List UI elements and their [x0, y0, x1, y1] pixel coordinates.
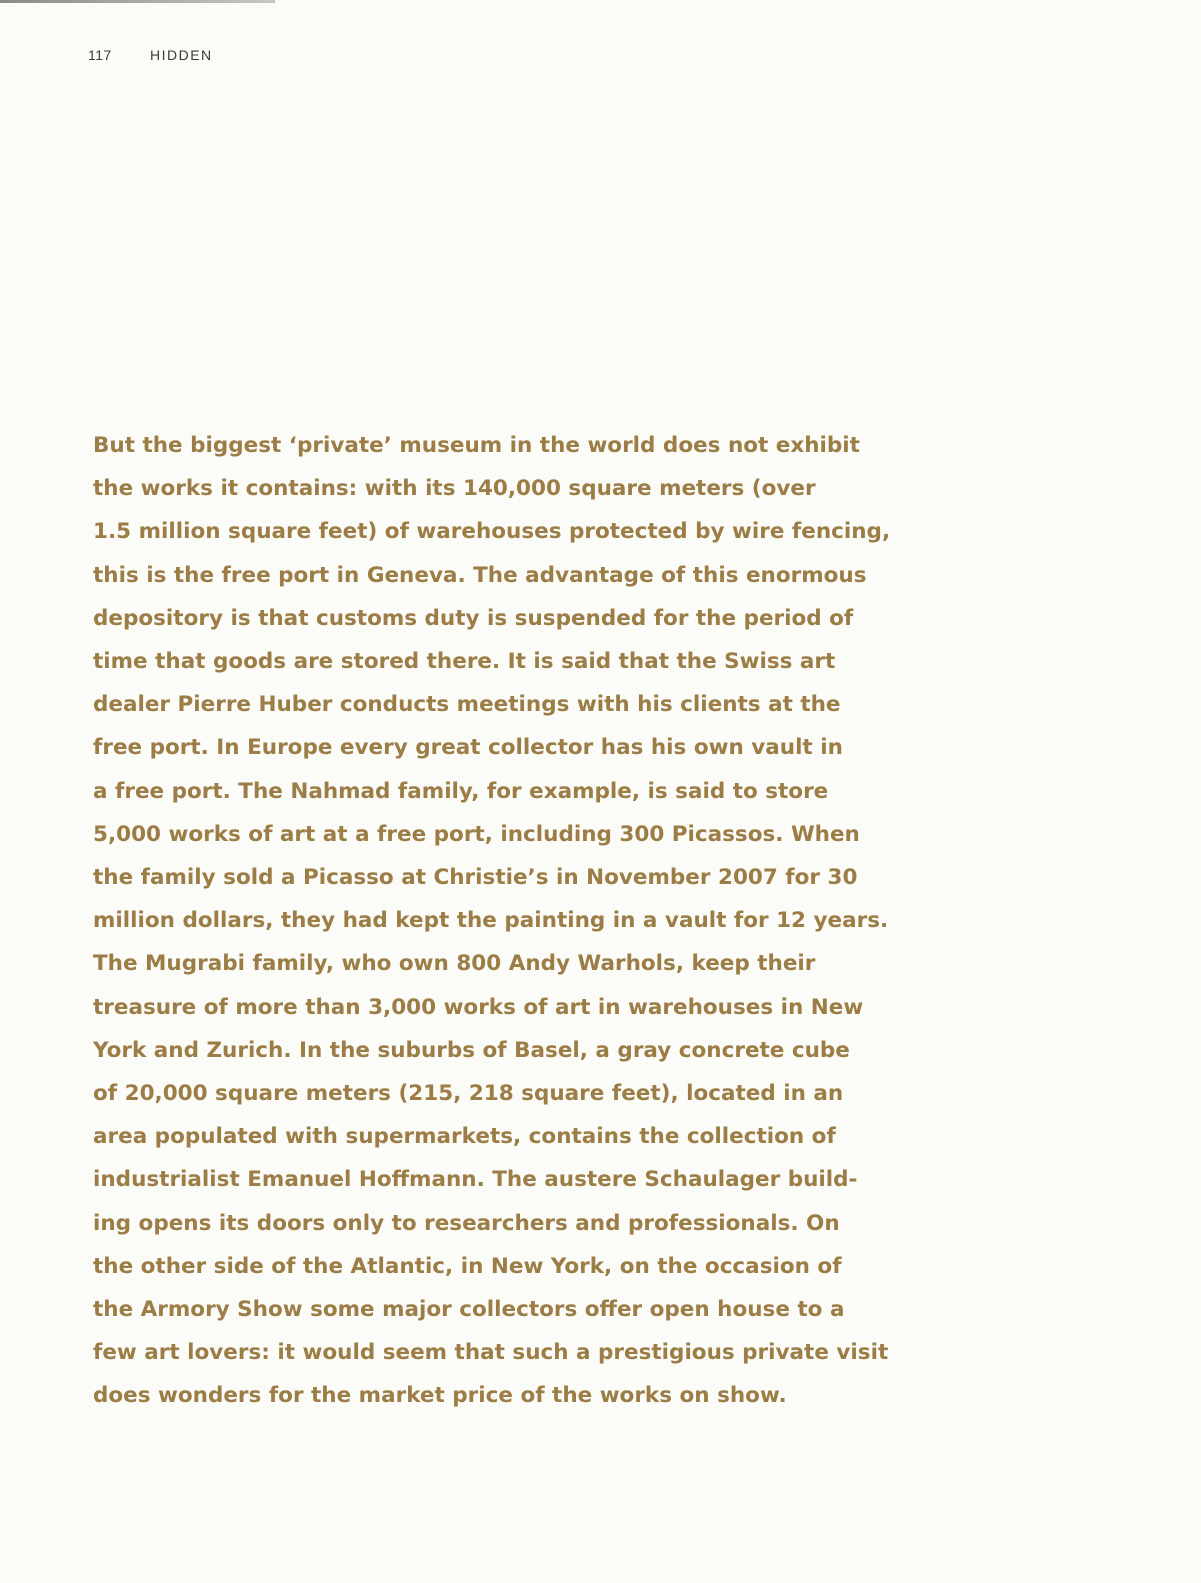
text-line: depository is that customs duty is suspended for the period of: [93, 605, 854, 631]
text-line: million dollars, they had kept the painting in a vault for 12 years.: [93, 908, 889, 934]
text-line: the Armory Show some major collectors offer open house to a: [93, 1297, 845, 1323]
text-line: The Mugrabi family, who own 800 Andy Warhols, keep their: [93, 951, 816, 977]
text-line: treasure of more than 3,000 works of art in warehouses in New: [93, 994, 864, 1020]
text-line: York and Zurich. In the suburbs of Basel, a gray concrete cube: [93, 1037, 850, 1063]
text-line: the family sold a Picasso at Christie’s in November 2007 for 30: [93, 865, 858, 891]
body-paragraph: [93, 424, 891, 1418]
text-line: this is the free port in Geneva. The advantage of this enormous: [93, 562, 867, 588]
text-line: does wonders for the market price of the works on show.: [93, 1383, 787, 1409]
running-head: [88, 47, 213, 63]
text-line: few art lovers: it would seem that such a prestigious private visit: [93, 1340, 889, 1366]
text-line: time that goods are stored there. It is said that the Swiss art: [93, 649, 836, 675]
text-line: 5,000 works of art at a free port, including 300 Picassos. When: [93, 821, 860, 847]
text-line: industrialist Emanuel Hoffmann. The austere Schaulager build-: [93, 1167, 858, 1193]
text-line: the works it contains: with its 140,000 square meters (over: [93, 476, 816, 502]
text-line: a free port. The Nahmad family, for example, is said to store: [93, 778, 829, 804]
section-title: HIDDEN: [150, 47, 213, 63]
text-line: free port. In Europe every great collector has his own vault in: [93, 735, 843, 761]
text-line: dealer Pierre Huber conducts meetings with his clients at the: [93, 692, 841, 718]
text-line: 1.5 million square feet) of warehouses protected by wire fencing,: [93, 519, 891, 545]
text-line: the other side of the Atlantic, in New York, on the occasion of: [93, 1253, 842, 1279]
text-line: But the biggest ‘private’ museum in the world does not exhibit: [93, 433, 860, 458]
top-rule: [0, 0, 275, 3]
text-line: ing opens its doors only to researchers and professionals. On: [93, 1210, 840, 1236]
text-line: area populated with supermarkets, contains the collection of: [93, 1124, 836, 1150]
text-line: of 20,000 square meters (215, 218 square feet), located in an: [93, 1081, 844, 1107]
page-number: 117: [88, 47, 112, 63]
